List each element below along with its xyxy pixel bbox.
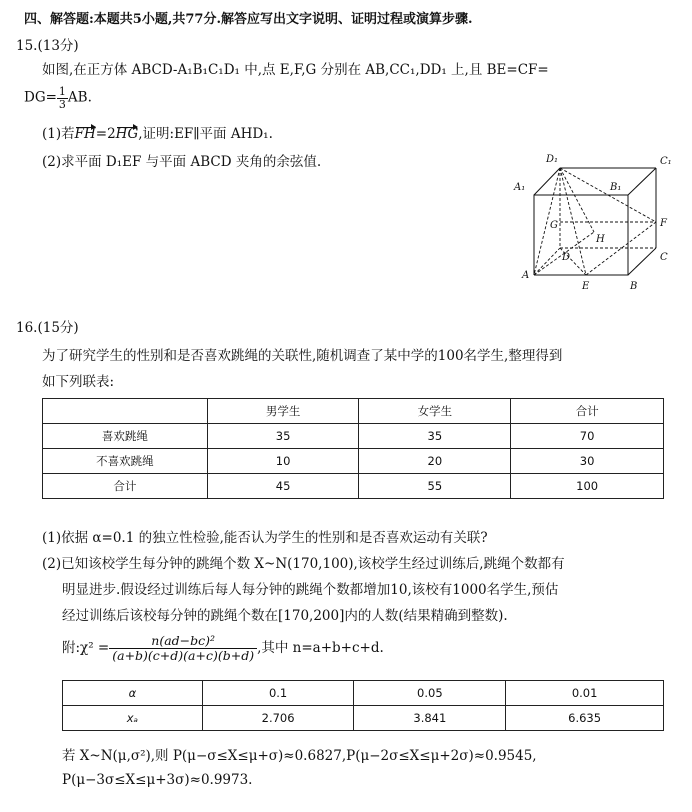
one-third-fraction xyxy=(57,86,68,110)
table-cell: 10 xyxy=(207,449,359,474)
vector-hg: HG xyxy=(115,126,139,142)
q15-part1-mid: =2 xyxy=(95,126,116,142)
table-cell: 70 xyxy=(511,424,664,449)
table-cell: 35 xyxy=(359,424,511,449)
label-d: D xyxy=(562,252,571,263)
q15-part2: (2)求平面 D₁EF 与平面 ABCD 夹角的余弦值. xyxy=(42,154,322,170)
cube-edge-b1c1 xyxy=(628,168,656,195)
table-cell: 3.841 xyxy=(354,706,506,731)
table-cell: 0.1 xyxy=(202,681,354,706)
q16-part2-line3: 经过训练后该校每分钟的跳绳个数在[170,200]内的人数(结果精确到整数). xyxy=(62,608,508,624)
cube-front-face xyxy=(534,195,628,275)
cube-figure xyxy=(510,150,675,295)
table-cell: 0.01 xyxy=(506,681,664,706)
segment-e-f xyxy=(586,222,656,275)
contingency-table xyxy=(42,398,664,499)
table-cell: 55 xyxy=(359,474,511,499)
label-b: B xyxy=(630,281,638,292)
label-a1: A₁ xyxy=(514,182,526,193)
table-cell: 0.05 xyxy=(354,681,506,706)
q15-number: 15.(13分) xyxy=(16,38,79,54)
fraction-numerator: 1 xyxy=(58,85,66,98)
table-cell: 2.706 xyxy=(202,706,354,731)
label-c1: C₁ xyxy=(660,156,672,167)
label-g: G xyxy=(550,220,558,231)
table-row xyxy=(43,474,664,499)
label-d1: D₁ xyxy=(546,154,559,165)
label-b1: B₁ xyxy=(610,182,622,193)
table-cell: 不喜欢跳绳 xyxy=(43,449,208,474)
q16-intro-line2: 如下列联表: xyxy=(42,374,115,390)
formula-fraction xyxy=(109,634,257,663)
q15-stem-suffix: AB. xyxy=(67,89,92,106)
q16-number: 16.(15分) xyxy=(16,320,79,336)
table-header-cell xyxy=(43,399,208,424)
table-cell: 45 xyxy=(207,474,359,499)
q15-stem-prefix: DG= xyxy=(24,89,57,106)
table-cell: xₐ xyxy=(63,706,203,731)
critical-value-table xyxy=(62,680,664,731)
q16-part2-line2: 明显进步.假设经过训练后每人每分钟的跳绳个数都增加10,该校有1000名学生,预估 xyxy=(62,582,559,598)
q16-part1: (1)依据 α=0.1 的独立性检验,能否认为学生的性别和是否喜欢运动有关联? xyxy=(42,530,488,546)
table-row xyxy=(63,681,664,706)
table-row xyxy=(63,706,664,731)
label-e: E xyxy=(582,281,590,292)
section-header: 四、解答题:本题共5小题,共77分.解答应写出文字说明、证明过程或演算步骤. xyxy=(24,12,473,27)
q15-stem-line2 xyxy=(24,86,92,110)
formula-suffix: ,其中 n=a+b+c+d. xyxy=(257,639,384,656)
normal-note-line1: 若 X~N(μ,σ²),则 P(μ−σ≤X≤μ+σ)≈0.6827,P(μ−2σ≤X≤μ+2σ)≈0.9545, xyxy=(62,748,537,764)
label-a: A xyxy=(522,270,530,281)
q15-part1 xyxy=(42,122,273,142)
hidden-edge-ad xyxy=(534,248,560,275)
table-cell: 20 xyxy=(359,449,511,474)
table-header-cell: 女学生 xyxy=(359,399,511,424)
table-header-row xyxy=(43,399,664,424)
normal-note-line2: P(μ−3σ≤X≤μ+3σ)≈0.9973. xyxy=(62,772,253,788)
vector-fh: FH xyxy=(74,126,96,142)
formula-prefix: 附:χ² = xyxy=(62,639,110,656)
q16-part2-line1: (2)已知该校学生每分钟的跳绳个数 X~N(170,100),该校学生经过训练后,跳绳个数都有 xyxy=(42,556,565,572)
q16-intro-line1: 为了研究学生的性别和是否喜欢跳绳的关联性,随机调查了某中学的100名学生,整理得到 xyxy=(42,348,563,364)
label-f: F xyxy=(660,218,667,229)
table-row xyxy=(43,449,664,474)
table-cell: α xyxy=(63,681,203,706)
formula-denominator: (a+b)(c+d)(a+c)(b+d) xyxy=(112,647,255,663)
q15-stem-line1: 如图,在正方体 ABCD-A₁B₁C₁D₁ 中,点 E,F,G 分别在 AB,CC₁,DD₁ 上,且 BE=CF= xyxy=(42,62,549,78)
table-cell: 35 xyxy=(207,424,359,449)
q15-part1-suffix: ,证明:EF∥平面 AHD₁. xyxy=(138,126,273,142)
table-cell: 6.635 xyxy=(506,706,664,731)
q15-part1-prefix: (1)若 xyxy=(42,126,75,142)
cube-edge-a1d1 xyxy=(534,168,560,195)
fraction-denominator: 3 xyxy=(58,97,66,111)
table-header-cell: 合计 xyxy=(511,399,664,424)
label-c: C xyxy=(660,252,668,263)
table-header-cell: 男学生 xyxy=(207,399,359,424)
table-row xyxy=(43,424,664,449)
table-cell: 合计 xyxy=(43,474,208,499)
table-cell: 喜欢跳绳 xyxy=(43,424,208,449)
table-cell: 100 xyxy=(511,474,664,499)
label-h: H xyxy=(596,234,605,245)
table-cell: 30 xyxy=(511,449,664,474)
formula-numerator: n(ad−bc)² xyxy=(109,634,257,649)
chi-square-formula xyxy=(62,634,384,663)
cube-edge-bc xyxy=(628,248,656,275)
